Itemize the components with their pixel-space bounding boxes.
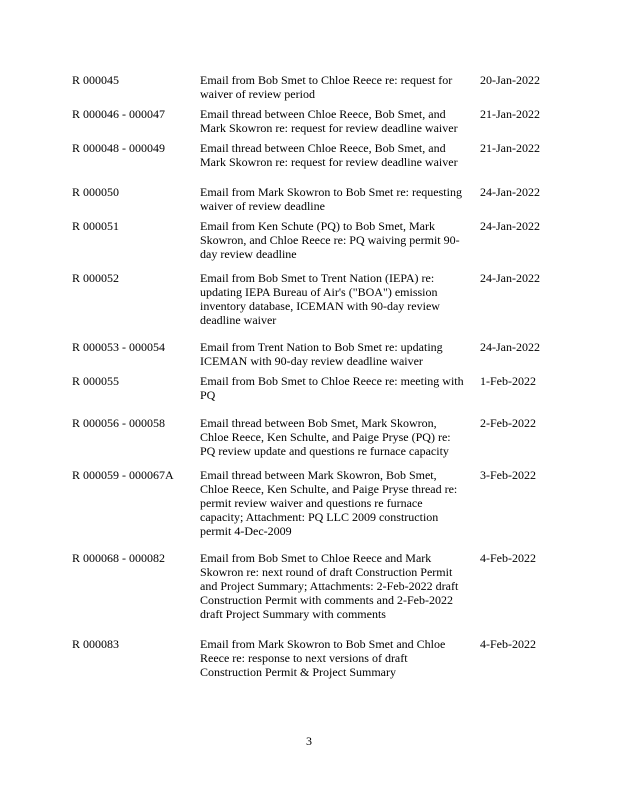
description-line: updating IEPA Bureau of Air's ("BOA") emission	[200, 285, 438, 299]
entry-description	[200, 107, 472, 135]
entry-description	[200, 468, 472, 538]
description-line: Email from Mark Skowron to Bob Smet and Chloe	[200, 637, 446, 651]
description-line: Chloe Reece, Ken Schulte, and Paige Pryse (PQ) re:	[200, 430, 451, 444]
entry-date: 3-Feb-2022	[480, 468, 536, 482]
description-line: draft Project Summary with comments	[200, 607, 386, 621]
entry-date: 21-Jan-2022	[480, 107, 540, 121]
bates-number: R 000056 - 000058	[72, 416, 165, 430]
description-line: Email thread between Mark Skowron, Bob Smet,	[200, 468, 437, 482]
description-line: Skowron re: next round of draft Construction Permit	[200, 565, 453, 579]
description-line: Construction Permit & Project Summary	[200, 665, 396, 679]
description-line: Reece re: response to next versions of draft	[200, 651, 408, 665]
description-line: permit review waiver and questions re furnace	[200, 496, 423, 510]
entry-date: 4-Feb-2022	[480, 637, 536, 651]
description-line: Mark Skowron re: request for review deadline waiver	[200, 155, 458, 169]
entry-description	[200, 73, 472, 101]
entry-description	[200, 141, 472, 169]
entry-date: 2-Feb-2022	[480, 416, 536, 430]
entry-description	[200, 637, 472, 679]
description-line: PQ review update and questions re furnace capacity	[200, 444, 449, 458]
description-line: Email from Trent Nation to Bob Smet re: updating	[200, 340, 443, 354]
description-line: Construction Permit with comments and 2-Feb-2022	[200, 593, 453, 607]
entry-description	[200, 185, 472, 213]
bates-number: R 000055	[72, 374, 120, 388]
description-line: Email from Ken Schute (PQ) to Bob Smet, Mark	[200, 219, 435, 233]
description-line: waiver of review deadline	[200, 199, 325, 213]
entry-date: 21-Jan-2022	[480, 141, 540, 155]
description-line: Email from Bob Smet to Chloe Reece and Mark	[200, 551, 432, 565]
description-line: permit 4-Dec-2009	[200, 524, 292, 538]
entry-date: 20-Jan-2022	[480, 73, 540, 87]
entry-description	[200, 271, 472, 327]
description-line: Email from Bob Smet to Trent Nation (IEPA) re:	[200, 271, 435, 285]
bates-number: R 000050	[72, 185, 120, 199]
bates-number: R 000052	[72, 271, 120, 285]
description-line: Email from Bob Smet to Chloe Reece re: request for	[200, 73, 453, 87]
bates-number: R 000068 - 000082	[72, 551, 165, 565]
bates-number: R 000048 - 000049	[72, 141, 165, 155]
entry-date: 24-Jan-2022	[480, 219, 540, 233]
description-line: Mark Skowron re: request for review deadline waiver	[200, 121, 458, 135]
bates-number: R 000046 - 000047	[72, 107, 165, 121]
description-line: PQ	[200, 388, 216, 402]
description-line: Skowron, and Chloe Reece re: PQ waiving permit 90-	[200, 233, 460, 247]
entry-date: 24-Jan-2022	[480, 271, 540, 285]
entry-description	[200, 416, 472, 458]
description-line: capacity; Attachment: PQ LLC 2009 construction	[200, 510, 439, 524]
description-line: Email from Mark Skowron to Bob Smet re: requesting	[200, 185, 462, 199]
description-line: waiver of review period	[200, 87, 315, 101]
description-line: Email from Bob Smet to Chloe Reece re: meeting with	[200, 374, 464, 388]
description-line: Email thread between Bob Smet, Mark Skowron,	[200, 416, 437, 430]
bates-number: R 000053 - 000054	[72, 340, 165, 354]
entry-date: 24-Jan-2022	[480, 340, 540, 354]
bates-number: R 000083	[72, 637, 120, 651]
bates-number: R 000045	[72, 73, 120, 87]
entry-date: 4-Feb-2022	[480, 551, 536, 565]
description-line: deadline waiver	[200, 313, 277, 327]
entry-description	[200, 340, 472, 368]
description-line: day review deadline	[200, 247, 297, 261]
description-line: and Project Summary; Attachments: 2-Feb-2022 draft	[200, 579, 459, 593]
description-line: ICEMAN with 90-day review deadline waiver	[200, 354, 423, 368]
description-line: inventory database, ICEMAN with 90-day review	[200, 299, 440, 313]
entry-description	[200, 219, 472, 261]
description-line: Email thread between Chloe Reece, Bob Smet, and	[200, 107, 446, 121]
entry-date: 1-Feb-2022	[480, 374, 536, 388]
bates-number: R 000059 - 000067A	[72, 468, 174, 482]
bates-number: R 000051	[72, 219, 120, 233]
description-line: Chloe Reece, Ken Schulte, and Paige Pryse thread re:	[200, 482, 458, 496]
page-number: 3	[306, 734, 312, 748]
entry-description	[200, 551, 472, 621]
description-line: Email thread between Chloe Reece, Bob Smet, and	[200, 141, 446, 155]
entry-description	[200, 374, 472, 402]
entry-date: 24-Jan-2022	[480, 185, 540, 199]
